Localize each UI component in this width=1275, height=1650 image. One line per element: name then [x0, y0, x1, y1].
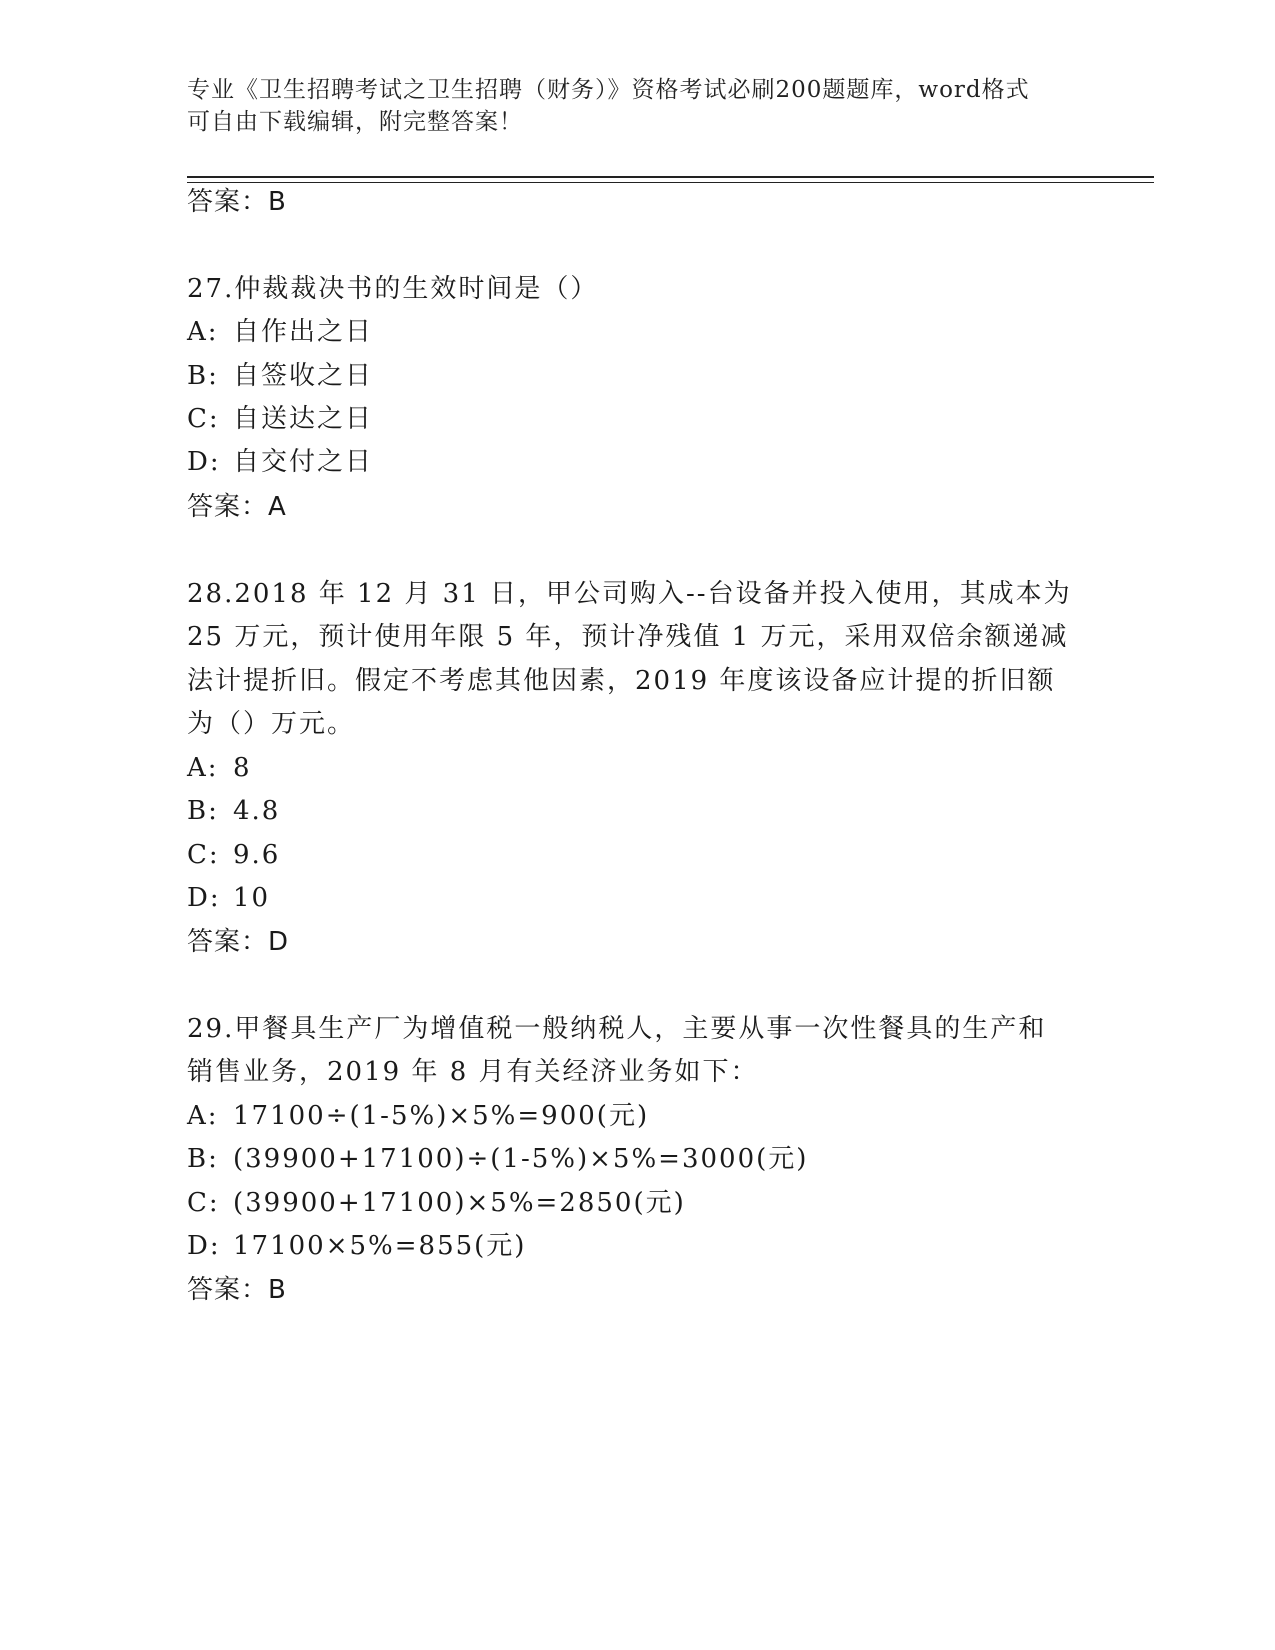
q29-option-c: [187, 1183, 686, 1223]
q27-option-b: [187, 356, 373, 396]
q28-answer: 答案：D: [187, 927, 290, 957]
q29-stem-line-2: 销售业务，2019 年 8 月有关经济业务如下：: [187, 1057, 759, 1087]
q28-stem-line-3: 法计提折旧。假定不考虑其他因素，2019 年度该设备应计提的折旧额: [187, 666, 1056, 696]
q29-answer: 答案：B: [187, 1275, 287, 1305]
option-label: D:: [187, 1231, 221, 1261]
option-text: 自交付之日: [233, 447, 374, 477]
option-text: 自送达之日: [233, 404, 374, 434]
header-divider-thick: [187, 176, 1154, 178]
header-line-2: 可自由下载编辑，附完整答案！: [187, 109, 523, 135]
document-header: [187, 74, 1067, 138]
q28-stem-line-2: 25 万元，预计使用年限 5 年，预计净残值 1 万元，采用双倍余额递减: [187, 622, 1069, 652]
q27-option-a: [187, 312, 373, 352]
q29-option-d: [187, 1226, 526, 1266]
q28-option-c: [187, 835, 280, 875]
option-text: (39900+17100)÷(1-5%)×5%=3000(元): [233, 1144, 809, 1174]
q28-stem-line-1: 28.2018 年 12 月 31 日，甲公司购入--台设备并投入使用，其成本为: [187, 579, 1072, 609]
option-text: 4.8: [233, 796, 281, 826]
option-label: C:: [187, 404, 220, 434]
q28-option-b: [187, 791, 280, 831]
q27-answer: 答案：A: [187, 492, 287, 522]
header-divider-thin: [187, 182, 1154, 183]
q27-stem: 27.仲裁裁决书的生效时间是（）: [187, 274, 599, 304]
q28-stem-line-4: 为（）万元。: [187, 709, 356, 739]
q29-stem-line-1: 29.甲餐具生产厂为增值税一般纳税人，主要从事一次性餐具的生产和: [187, 1014, 1047, 1044]
option-label: B:: [187, 796, 219, 826]
q29-option-a: [187, 1096, 649, 1136]
option-label: D:: [187, 447, 221, 477]
q27-option-c: [187, 399, 373, 439]
option-label: B:: [187, 361, 219, 391]
option-text: 17100×5%=855(元): [233, 1231, 527, 1261]
option-label: A:: [187, 317, 219, 347]
option-text: 自签收之日: [233, 361, 374, 391]
header-line-1: 专业《卫生招聘考试之卫生招聘（财务）》资格考试必刷200题题库，word格式: [187, 77, 1030, 103]
option-label: D:: [187, 883, 221, 913]
option-label: C:: [187, 840, 220, 870]
option-label: A:: [187, 753, 219, 783]
q29-option-b: [187, 1139, 808, 1179]
option-text: 9.6: [233, 840, 281, 870]
option-text: 自作出之日: [233, 317, 374, 347]
option-text: 8: [233, 753, 252, 783]
q28-option-d: [187, 878, 270, 918]
option-text: (39900+17100)×5%=2850(元): [233, 1188, 686, 1218]
option-label: B:: [187, 1144, 219, 1174]
option-text: 10: [233, 883, 271, 913]
q27-option-d: [187, 442, 373, 482]
q28-option-a: [187, 748, 252, 788]
option-label: C:: [187, 1188, 220, 1218]
option-text: 17100÷(1-5%)×5%=900(元): [233, 1101, 650, 1131]
option-label: A:: [187, 1101, 219, 1131]
previous-answer: 答案：B: [187, 187, 287, 217]
